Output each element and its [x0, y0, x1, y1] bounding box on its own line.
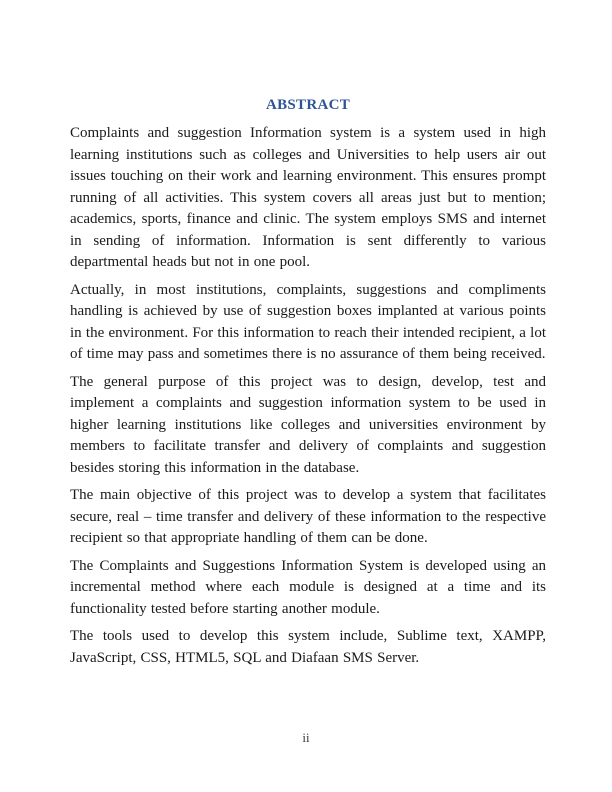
abstract-section: [70, 95, 546, 675]
abstract-title: ABSTRACT: [265, 97, 351, 113]
page-number: ii: [302, 730, 310, 745]
abstract-paragraph-5: The Complaints and Suggestions Information System is developed using an incremental method where each module is designed at a time and its functionality tested before starting another module.: [70, 557, 546, 617]
abstract-paragraph-2: Actually, in most institutions, complaints, suggestions and compliments handling is achieved by use of suggestion boxes implanted at various points in the environment. For this information to reach their intended recipient, a lot of time may pass and sometimes there is no assurance of them being received.: [70, 281, 546, 362]
abstract-paragraph-4: The main objective of this project was to develop a system that facilitates secure, real – time transfer and delivery of these information to the respective recipient so that appropriate handling of them can be done.: [70, 487, 546, 546]
abstract-paragraph-3: The general purpose of this project was to design, develop, test and implement a complaints and suggestion information system to be used in higher learning institutions like colleges and universities environment by members to facilitate transfer and delivery of complaints and suggestion besides storing this information in the database.: [70, 373, 546, 476]
abstract-paragraph-1: Complaints and suggestion Information system is a system used in high learning institutions such as colleges and Universities to help users air out issues touching on their work and learning environment. This ensures prompt running of all activities. This system covers all areas just but to mention; academics, sports, finance and clinic. The system employs SMS and internet in sending of information. Information is sent differently to various departmental heads but not in one pool.: [70, 125, 546, 270]
abstract-paragraph-6: The tools used to develop this system include, Sublime text, XAMPP, JavaScript, CSS, HTML5, SQL and Diafaan SMS Server.: [70, 628, 546, 666]
